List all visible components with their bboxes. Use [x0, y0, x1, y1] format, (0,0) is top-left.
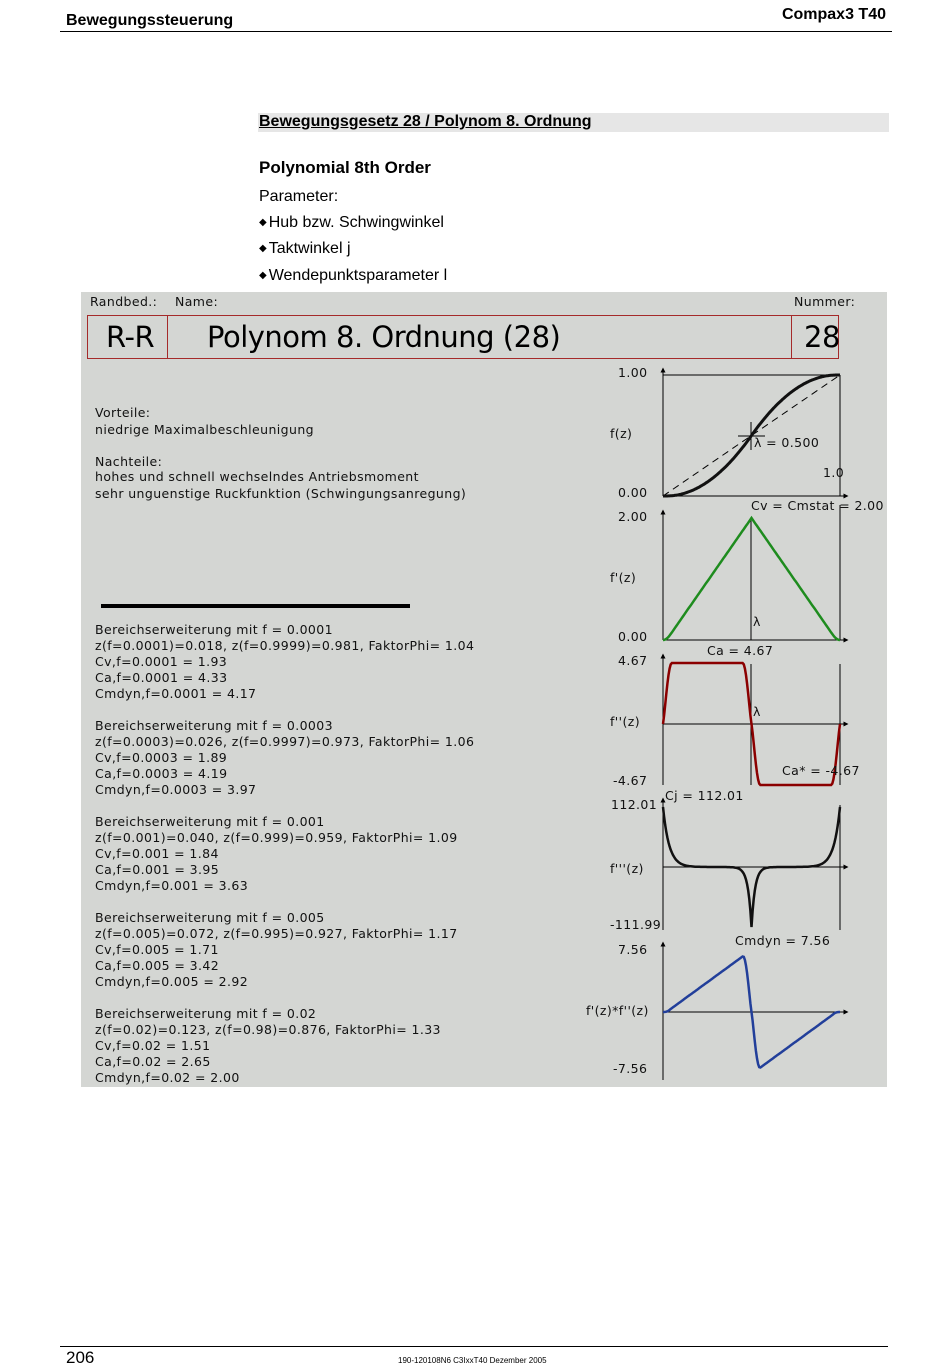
- range-line: Cv,f=0.0001 = 1.93: [95, 654, 228, 669]
- cv-note: Cv = Cmstat = 2.00: [751, 498, 884, 513]
- ymin-label: 0.00: [618, 629, 648, 644]
- ylabel: f'''(z): [610, 861, 644, 876]
- lambda-note: λ = 0.500: [754, 435, 820, 450]
- cmdyn-note: Cmdyn = 7.56: [735, 933, 831, 948]
- range-line: Bereichserweiterung mit f = 0.02: [95, 1006, 317, 1021]
- range-line: Cv,f=0.005 = 1.71: [95, 942, 219, 957]
- parameter-text: Hub bzw. Schwingwinkel: [268, 214, 444, 231]
- range-line: Bereichserweiterung mit f = 0.0001: [95, 622, 333, 637]
- ylabel: f(z): [610, 426, 633, 441]
- randbed-label: Randbed.:: [90, 294, 158, 309]
- motion-law-name: Polynom 8. Ordnung (28): [207, 320, 561, 354]
- ylabel: f''(z): [610, 714, 640, 729]
- bullet-icon: ◆: [259, 243, 267, 255]
- ymin-label: -4.67: [613, 773, 648, 788]
- vorteile-line: niedrige Maximalbeschleunigung: [95, 422, 314, 437]
- header-chapter: Bewegungssteuerung: [66, 12, 234, 29]
- ymin-label: 0.00: [618, 485, 648, 500]
- ca-note: Ca = 4.67: [707, 643, 774, 658]
- bullet-icon: ◆: [259, 217, 267, 229]
- header-product: Compax3 T40: [781, 6, 886, 23]
- range-line: Cmdyn,f=0.0003 = 3.97: [95, 782, 257, 797]
- plot-dynamic-moment: [586, 933, 846, 1080]
- plot-jerk: [610, 788, 846, 932]
- randbed-value: R-R: [106, 320, 155, 354]
- ymax-label: 1.00: [618, 365, 648, 380]
- range-line: Ca,f=0.0001 = 4.33: [95, 670, 228, 685]
- ymax-label: 7.56: [618, 942, 648, 957]
- xend-label: 1.0: [823, 465, 845, 480]
- ylabel: f'(z)*f''(z): [586, 1003, 649, 1018]
- ymax-label: 112.01: [611, 797, 658, 812]
- range-line: Cv,f=0.0003 = 1.89: [95, 750, 228, 765]
- range-line: Cv,f=0.001 = 1.84: [95, 846, 219, 861]
- footer-rule: [60, 1346, 888, 1347]
- section-title: Bewegungsgesetz 28 / Polynom 8. Ordnung: [259, 113, 592, 130]
- vorteile-title: Vorteile:: [95, 405, 151, 420]
- page-number: 206: [66, 1348, 95, 1367]
- cj-note: Cj = 112.01: [665, 788, 744, 803]
- parameter-label: Parameter:: [259, 188, 339, 205]
- ymin-label: -7.56: [613, 1061, 648, 1076]
- range-line: Ca,f=0.001 = 3.95: [95, 862, 220, 877]
- ymax-label: 4.67: [618, 653, 648, 668]
- motion-law-number: 28: [804, 320, 840, 354]
- range-line: Ca,f=0.005 = 3.42: [95, 958, 220, 973]
- range-line: Ca,f=0.02 = 2.65: [95, 1054, 211, 1069]
- ca-star-note: Ca* = -4.67: [782, 763, 860, 778]
- ymin-label: -111.99: [610, 917, 662, 932]
- range-line: z(f=0.0003)=0.026, z(f=0.9997)=0.973, FaktorPhi= 1.06: [95, 734, 475, 749]
- plot-velocity: [610, 498, 884, 644]
- parameter-text: Taktwinkel j: [268, 240, 351, 257]
- name-label: Name:: [175, 294, 219, 309]
- nummer-label: Nummer:: [794, 294, 856, 309]
- plot-position: [610, 365, 846, 500]
- range-line: Cmdyn,f=0.02 = 2.00: [95, 1070, 240, 1085]
- nachteile-line: sehr unguenstige Ruckfunktion (Schwingungsanregung): [95, 486, 467, 501]
- lambda-label: λ: [753, 704, 761, 719]
- document-reference: 190-120108N6 C3IxxT40 Dezember 2005: [398, 1356, 547, 1365]
- lambda-label: λ: [753, 614, 761, 629]
- range-line: Bereichserweiterung mit f = 0.001: [95, 814, 325, 829]
- bullet-icon: ◆: [259, 270, 267, 282]
- range-line: z(f=0.02)=0.123, z(f=0.98)=0.876, FaktorPhi= 1.33: [95, 1022, 441, 1037]
- range-line: Bereichserweiterung mit f = 0.005: [95, 910, 325, 925]
- range-line: z(f=0.005)=0.072, z(f=0.995)=0.927, FaktorPhi= 1.17: [95, 926, 458, 941]
- ylabel: f'(z): [610, 570, 637, 585]
- range-line: Cv,f=0.02 = 1.51: [95, 1038, 211, 1053]
- ymax-label: 2.00: [618, 509, 648, 524]
- range-line: Cmdyn,f=0.0001 = 4.17: [95, 686, 257, 701]
- parameter-text: Wendepunktsparameter l: [268, 267, 448, 284]
- section-subtitle: Polynomial 8th Order: [259, 158, 431, 177]
- range-line: z(f=0.001)=0.040, z(f=0.999)=0.959, FaktorPhi= 1.09: [95, 830, 458, 845]
- range-line: Cmdyn,f=0.005 = 2.92: [95, 974, 249, 989]
- range-line: Cmdyn,f=0.001 = 3.63: [95, 878, 249, 893]
- range-line: Bereichserweiterung mit f = 0.0003: [95, 718, 333, 733]
- plot-acceleration: [610, 643, 860, 788]
- range-line: Ca,f=0.0003 = 4.19: [95, 766, 228, 781]
- nachteile-title: Nachteile:: [95, 454, 163, 469]
- range-line: z(f=0.0001)=0.018, z(f=0.9999)=0.981, FaktorPhi= 1.04: [95, 638, 475, 653]
- nachteile-line: hohes und schnell wechselndes Antriebsmoment: [95, 469, 419, 484]
